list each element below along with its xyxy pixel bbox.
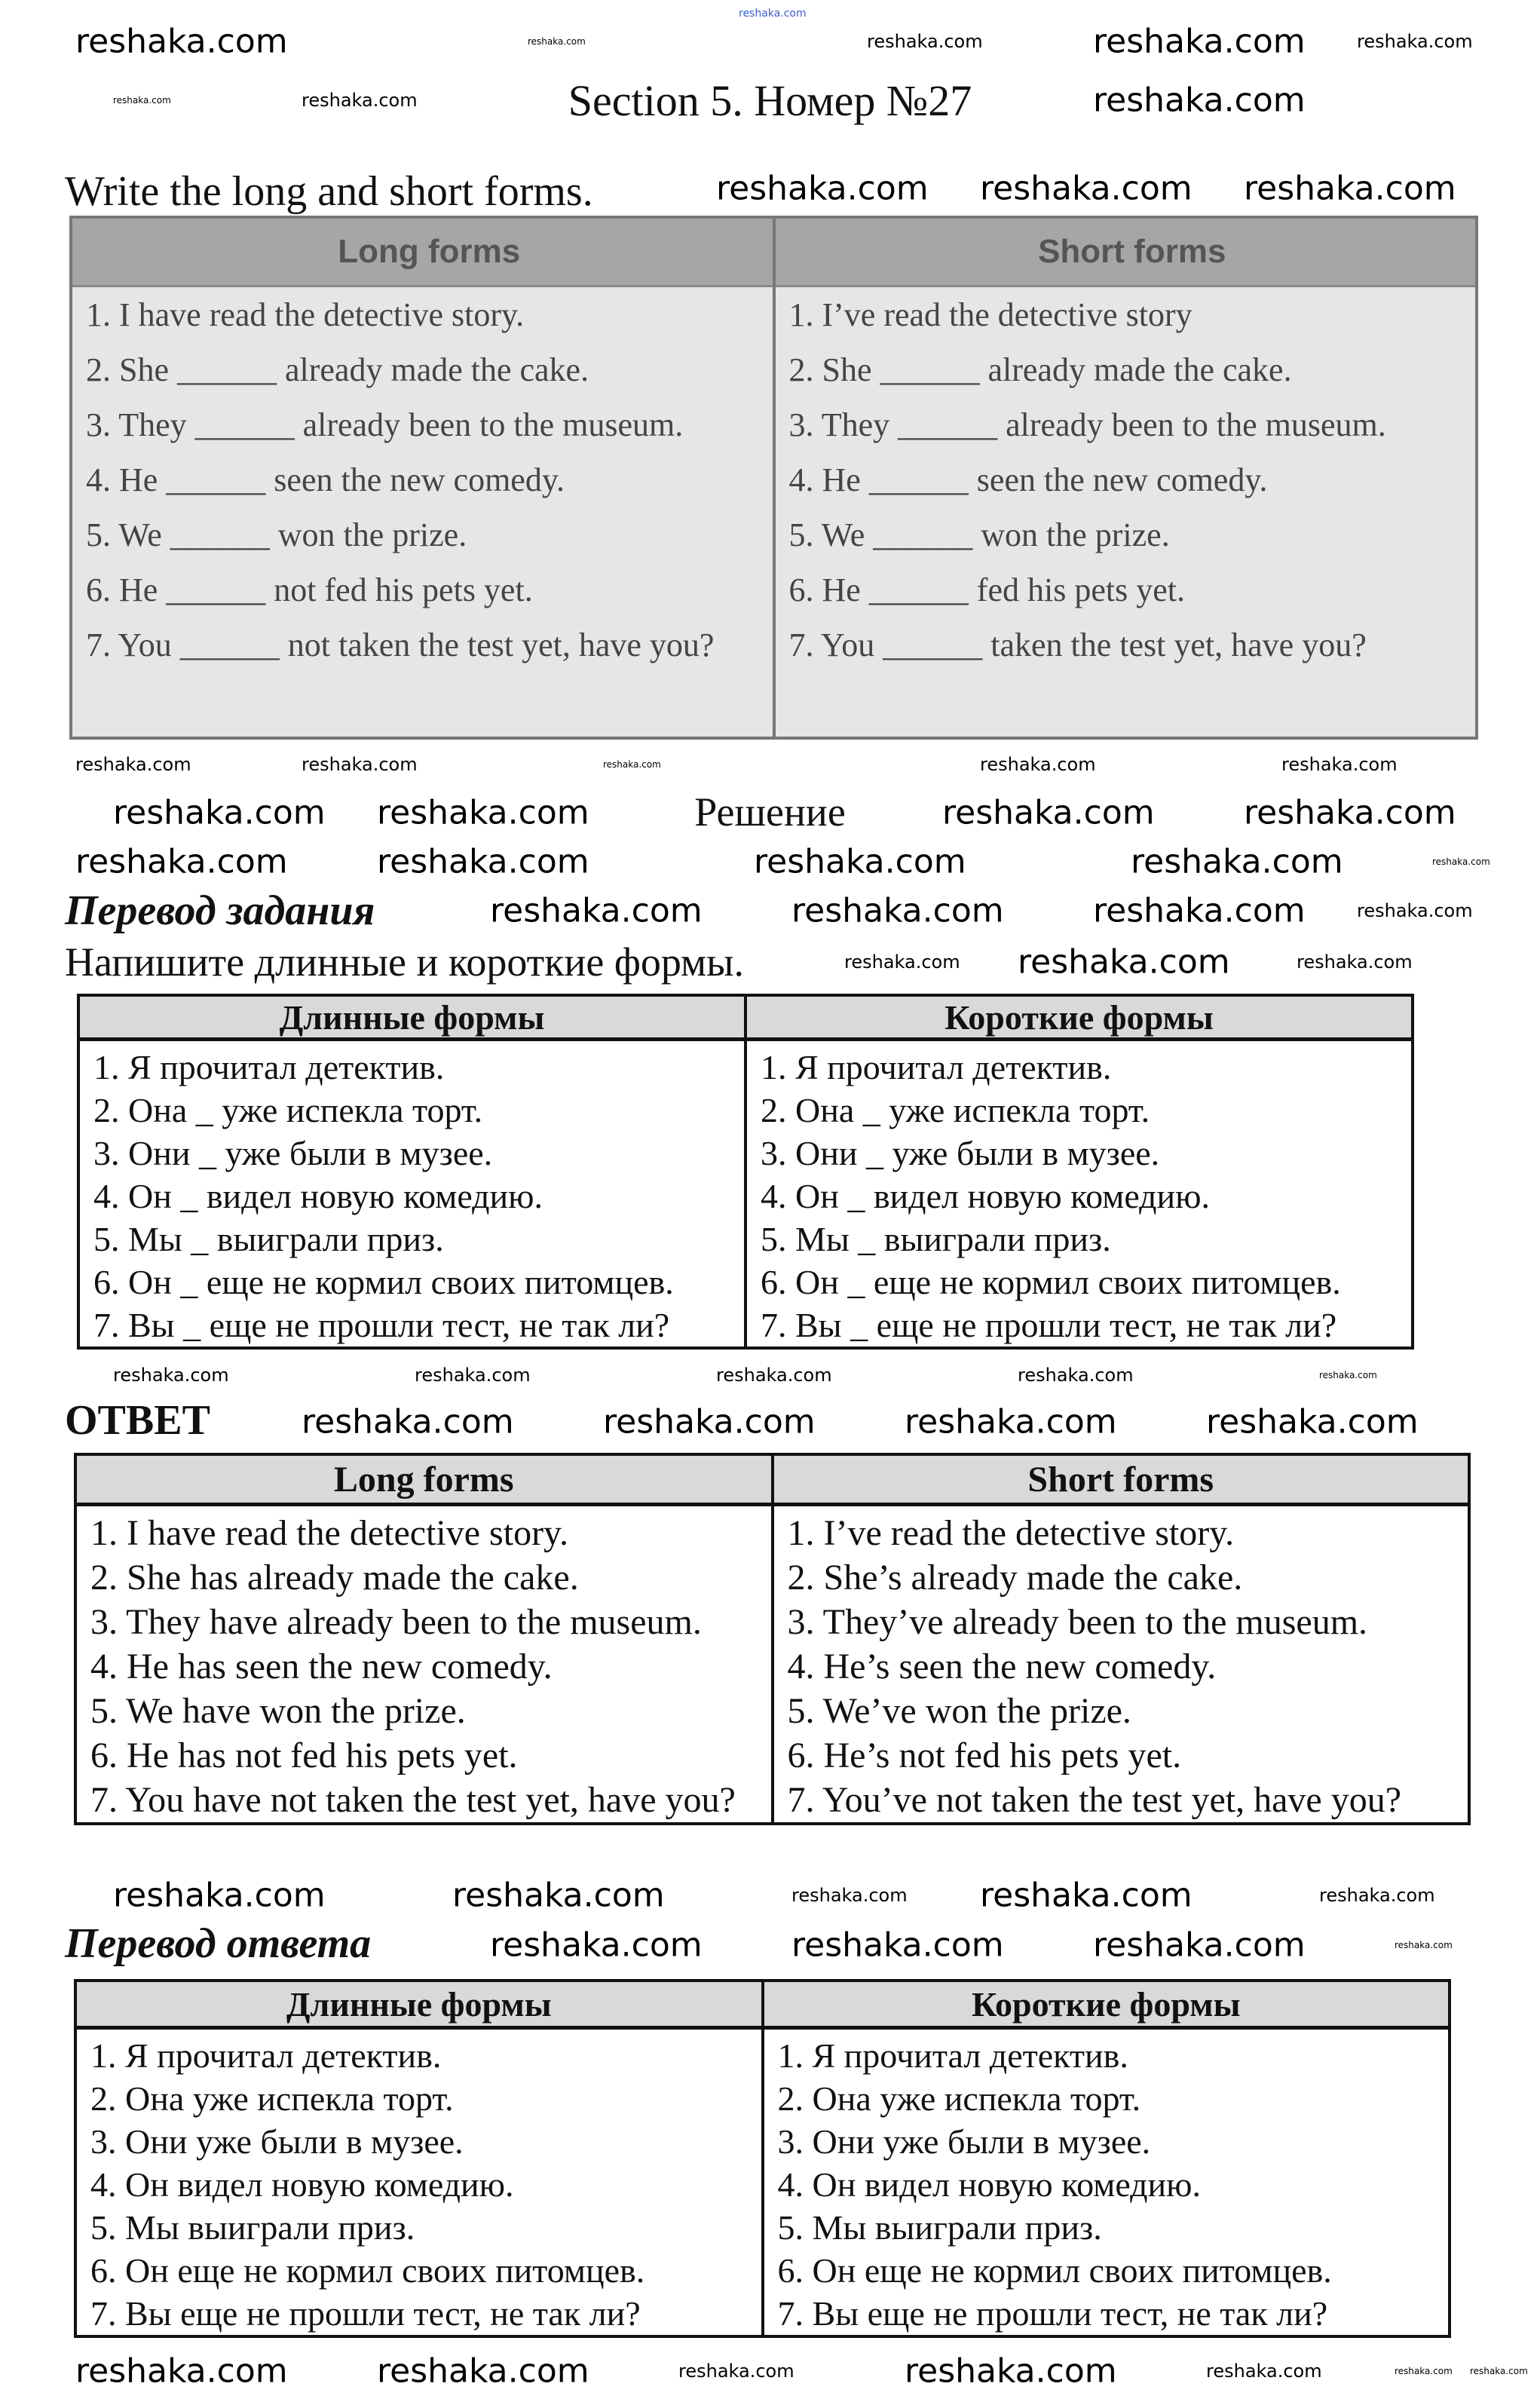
table-row <box>78 1040 1413 1349</box>
sentence-item: 1. I’ve read the detective story. <box>787 1513 1235 1553</box>
sentence-item: 1. Я прочитал детектив. <box>777 2036 1128 2075</box>
watermark: reshaka.com <box>302 1402 514 1442</box>
watermark: reshaka.com <box>302 754 418 775</box>
sentence-item: 5. We have won the prize. <box>90 1691 466 1731</box>
long-forms-header: Long forms <box>71 217 774 286</box>
sentence-item: 3. They ______ already been to the museum. <box>788 406 1386 443</box>
task-table <box>69 216 1478 740</box>
short-forms-header: Короткие формы <box>763 1981 1450 2028</box>
sentence-item: 6. He has not fed his pets yet. <box>90 1736 518 1775</box>
short-forms-header: Short forms <box>773 1454 1470 1505</box>
watermark: reshaka.com <box>791 1926 1004 1965</box>
short-forms-cell <box>746 1040 1413 1349</box>
watermark: reshaka.com <box>113 1876 326 1915</box>
sentence-item: 1. I have read the detective story. <box>86 296 525 333</box>
table-header-row <box>75 1981 1450 2028</box>
sentence-item: 6. Он _ еще не кормил своих питомцев. <box>761 1263 1341 1301</box>
answer-heading: ОТВЕТ <box>65 1397 210 1444</box>
sentence-item: 7. You’ve not taken the test yet, have you? <box>787 1780 1401 1820</box>
watermark: reshaka.com <box>678 2361 794 2382</box>
sentence-item: 4. Он видел новую комедию. <box>90 2165 514 2204</box>
watermark: reshaka.com <box>716 169 929 208</box>
long-forms-cell <box>71 286 774 739</box>
watermark: reshaka.com <box>528 36 586 47</box>
answer-translation-table <box>74 1979 1451 2338</box>
watermark: reshaka.com <box>1093 22 1306 61</box>
sentence-item: 4. He ______ seen the new comedy. <box>86 461 565 498</box>
sentence-item: 4. He’s seen the new comedy. <box>787 1647 1217 1687</box>
long-forms-header: Длинные формы <box>78 995 746 1040</box>
watermark: reshaka.com <box>452 1876 665 1915</box>
sentence-item: 4. Он _ видел новую комедию. <box>761 1177 1211 1215</box>
watermark: reshaka.com <box>754 842 966 881</box>
sentence-item: 5. Мы _ выиграли приз. <box>93 1220 444 1258</box>
watermark: reshaka.com <box>1131 842 1343 881</box>
long-forms-cell <box>75 2028 763 2337</box>
sentence-item: 5. We’ve won the prize. <box>787 1691 1131 1731</box>
table-row <box>75 1505 1469 1824</box>
page-title: Section 5. Номер №27 <box>568 76 972 125</box>
watermark: reshaka.com <box>1470 2366 1528 2376</box>
sentence-item: 7. You ______ taken the test yet, have you? <box>788 627 1367 663</box>
sentence-item: 6. Он еще не кормил своих питомцев. <box>90 2251 645 2290</box>
watermark: reshaka.com <box>377 2351 589 2391</box>
short-forms-cell <box>763 2028 1450 2337</box>
watermark: reshaka.com <box>1432 856 1490 867</box>
answer-translation-heading: Перевод ответа <box>65 1920 372 1967</box>
watermark: reshaka.com <box>490 1926 703 1965</box>
watermark: reshaka.com <box>1018 942 1230 982</box>
sentence-item: 2. Она уже испекла торт. <box>777 2079 1141 2118</box>
sentence-item: 3. Они уже были в музее. <box>90 2122 464 2161</box>
task-translation-instruction: Напишите длинные и короткие формы. <box>65 939 744 985</box>
table-row <box>75 2028 1450 2337</box>
sentence-item: 6. Он _ еще не кормил своих питомцев. <box>93 1263 674 1301</box>
short-forms-header: Short forms <box>774 217 1477 286</box>
watermark: reshaka.com <box>867 31 983 52</box>
sentence-item: 2. Она _ уже испекла торт. <box>93 1091 483 1129</box>
watermark: reshaka.com <box>113 1365 229 1386</box>
short-forms-cell <box>774 286 1477 739</box>
watermark: reshaka.com <box>415 1365 531 1386</box>
watermark: reshaka.com <box>1018 1365 1134 1386</box>
watermark: reshaka.com <box>1244 793 1456 832</box>
task-translation-heading: Перевод задания <box>65 887 375 934</box>
watermark: reshaka.com <box>1281 754 1398 775</box>
watermark: reshaka.com <box>716 1365 832 1386</box>
sentence-item: 3. They ______ already been to the museum. <box>86 406 684 443</box>
sentence-item: 5. We ______ won the prize. <box>86 516 467 553</box>
watermark: reshaka.com <box>1357 900 1473 921</box>
sentence-item: 3. Они _ уже были в музее. <box>761 1134 1160 1172</box>
sentence-item: 6. Он еще не кормил своих питомцев. <box>777 2251 1332 2290</box>
sentence-item: 7. You have not taken the test yet, have you? <box>90 1780 736 1820</box>
watermark: reshaka.com <box>377 793 589 832</box>
watermark: reshaka.com <box>1093 1926 1306 1965</box>
sentence-item: 4. Он _ видел новую комедию. <box>93 1177 543 1215</box>
task-translation-table <box>77 994 1414 1350</box>
watermark: reshaka.com <box>1093 81 1306 120</box>
answer-table <box>74 1453 1471 1825</box>
watermark: reshaka.com <box>1319 1885 1435 1906</box>
long-forms-cell <box>78 1040 746 1349</box>
watermark: reshaka.com <box>75 842 288 881</box>
watermark: reshaka.com <box>1093 891 1306 930</box>
table-header-row <box>71 217 1477 286</box>
watermark: reshaka.com <box>844 951 960 973</box>
table-row <box>71 286 1477 739</box>
sentence-item: 5. Мы выиграли приз. <box>90 2208 415 2247</box>
short-forms-cell <box>773 1505 1470 1824</box>
sentence-item: 2. She ______ already made the cake. <box>788 351 1292 388</box>
sentence-item: 7. Вы еще не прошли тест, не так ли? <box>90 2294 641 2333</box>
watermark: reshaka.com <box>75 22 288 61</box>
watermark: reshaka.com <box>1297 951 1413 973</box>
watermark: reshaka.com <box>791 1885 908 1906</box>
sentence-item: 5. Мы выиграли приз. <box>777 2208 1102 2247</box>
short-forms-header: Короткие формы <box>746 995 1413 1040</box>
watermark: reshaka.com <box>377 842 589 881</box>
sentence-item: 7. Вы _ еще не прошли тест, не так ли? <box>93 1306 670 1344</box>
watermark: reshaka.com <box>791 891 1004 930</box>
long-forms-header: Long forms <box>75 1454 773 1505</box>
sentence-item: 1. I have read the detective story. <box>90 1513 568 1553</box>
watermark: reshaka.com <box>942 793 1155 832</box>
sentence-item: 3. They’ve already been to the museum. <box>787 1602 1368 1642</box>
watermark: reshaka.com <box>1395 1940 1453 1950</box>
watermark: reshaka.com <box>75 754 191 775</box>
watermark: reshaka.com <box>1319 1370 1377 1380</box>
sentence-item: 1. Я прочитал детектив. <box>761 1048 1112 1086</box>
sentence-item: 4. He has seen the new comedy. <box>90 1647 553 1687</box>
watermark: reshaka.com <box>113 95 171 106</box>
table-header-row <box>78 995 1413 1040</box>
task-instruction: Write the long and short forms. <box>65 168 593 215</box>
sentence-item: 1. Я прочитал детектив. <box>93 1048 445 1086</box>
sentence-item: 6. He’s not fed his pets yet. <box>787 1736 1182 1775</box>
sentence-item: 2. Она уже испекла торт. <box>90 2079 454 2118</box>
watermark: reshaka.com <box>75 2351 288 2391</box>
sentence-item: 1. I’ve read the detective story <box>788 296 1193 333</box>
sentence-item: 6. He ______ not fed his pets yet. <box>86 571 533 608</box>
sentence-item: 3. Они уже были в музее. <box>777 2122 1151 2161</box>
watermark: reshaka.com <box>1357 31 1473 52</box>
sentence-item: 2. Она _ уже испекла торт. <box>761 1091 1150 1129</box>
watermark: reshaka.com <box>905 2351 1117 2391</box>
sentence-item: 2. She’s already made the cake. <box>787 1558 1243 1598</box>
sentence-item: 2. She has already made the cake. <box>90 1558 579 1598</box>
watermark: reshaka.com <box>980 754 1096 775</box>
sentence-item: 5. Мы _ выиграли приз. <box>761 1220 1111 1258</box>
watermark: reshaka.com <box>1206 2361 1322 2382</box>
watermark: reshaka.com <box>1395 2366 1453 2376</box>
solution-label: Решение <box>694 789 846 835</box>
sentence-item: 4. Он видел новую комедию. <box>777 2165 1202 2204</box>
sentence-item: 3. They have already been to the museum. <box>90 1602 702 1642</box>
watermark: reshaka.com <box>980 1876 1193 1915</box>
watermark: reshaka.com <box>603 759 661 770</box>
sentence-item: 3. Они _ уже были в музее. <box>93 1134 493 1172</box>
watermark: reshaka.com <box>980 169 1193 208</box>
watermark: reshaka.com <box>905 1402 1117 1442</box>
watermark: reshaka.com <box>603 1402 816 1442</box>
sentence-item: 2. She ______ already made the cake. <box>86 351 589 388</box>
watermark: reshaka.com <box>490 891 703 930</box>
sentence-item: 7. Вы еще не прошли тест, не так ли? <box>777 2294 1328 2333</box>
watermark: reshaka.com <box>1206 1402 1419 1442</box>
long-forms-cell <box>75 1505 773 1824</box>
sentence-item: 1. Я прочитал детектив. <box>90 2036 442 2075</box>
table-header-row <box>75 1454 1469 1505</box>
long-forms-header: Длинные формы <box>75 1981 763 2028</box>
sentence-item: 7. Вы _ еще не прошли тест, не так ли? <box>761 1306 1337 1344</box>
sentence-item: 7. You ______ not taken the test yet, have you? <box>86 627 715 663</box>
sentence-item: 6. He ______ fed his pets yet. <box>788 571 1185 608</box>
watermark: reshaka.com <box>113 793 326 832</box>
sentence-item: 4. He ______ seen the new comedy. <box>788 461 1268 498</box>
top-site-link[interactable]: reshaka.com <box>739 8 807 20</box>
sentence-item: 5. We ______ won the prize. <box>788 516 1170 553</box>
watermark: reshaka.com <box>1244 169 1456 208</box>
watermark: reshaka.com <box>302 90 418 111</box>
